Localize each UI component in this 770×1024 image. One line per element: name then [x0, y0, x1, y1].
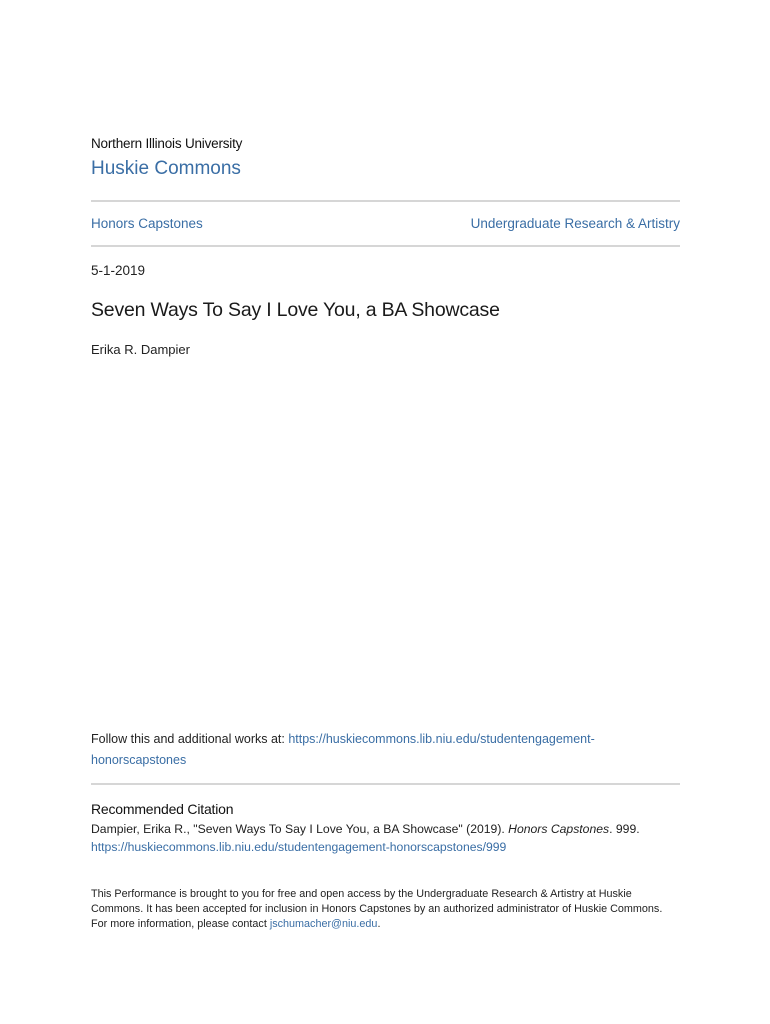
contact-email-link[interactable]: jschumacher@niu.edu	[269, 918, 378, 930]
follow-statement	[91, 729, 651, 771]
divider-citation	[91, 783, 680, 785]
citation-url-link[interactable]: https://huskiecommons.lib.niu.edu/studentengagement-honorscapstones/999	[91, 840, 507, 854]
publication-date: 5-1-2019	[91, 263, 146, 278]
institution-name: Northern Illinois University	[91, 136, 243, 151]
follow-url-part2: honorscapstones	[91, 753, 187, 767]
citation-body: Dampier, Erika R., "Seven Ways To Say I Love You, a BA Showcase" (2019).	[91, 822, 509, 836]
notice-text: This Performance is brought to you for free and open access by the Undergraduate Research & Artistry at Huskie Commons. It has been accepted for inclusion in Honors Capstones by an authorized administrator of Huskie Commons. For more information, please contact	[91, 888, 663, 930]
access-notice	[91, 887, 676, 932]
repository-link[interactable]: Huskie Commons	[91, 158, 241, 179]
collection-link-honors-capstones[interactable]: Honors Capstones	[91, 216, 203, 231]
divider-top	[91, 200, 680, 202]
recommended-citation-heading: Recommended Citation	[91, 801, 234, 817]
citation-series: Honors Capstones	[508, 822, 610, 836]
citation-text	[91, 820, 681, 856]
notice-end: .	[377, 918, 381, 930]
document-title: Seven Ways To Say I Love You, a BA Showcase	[91, 299, 500, 321]
follow-url-part1: https://huskiecommons.lib.niu.edu/studentengagement-	[288, 732, 595, 746]
divider-collections	[91, 245, 680, 247]
citation-number: . 999.	[609, 822, 640, 836]
collection-link-undergraduate-research[interactable]: Undergraduate Research & Artistry	[470, 216, 680, 231]
follow-prefix: Follow this and additional works at:	[91, 732, 289, 746]
author-name: Erika R. Dampier	[91, 342, 190, 357]
